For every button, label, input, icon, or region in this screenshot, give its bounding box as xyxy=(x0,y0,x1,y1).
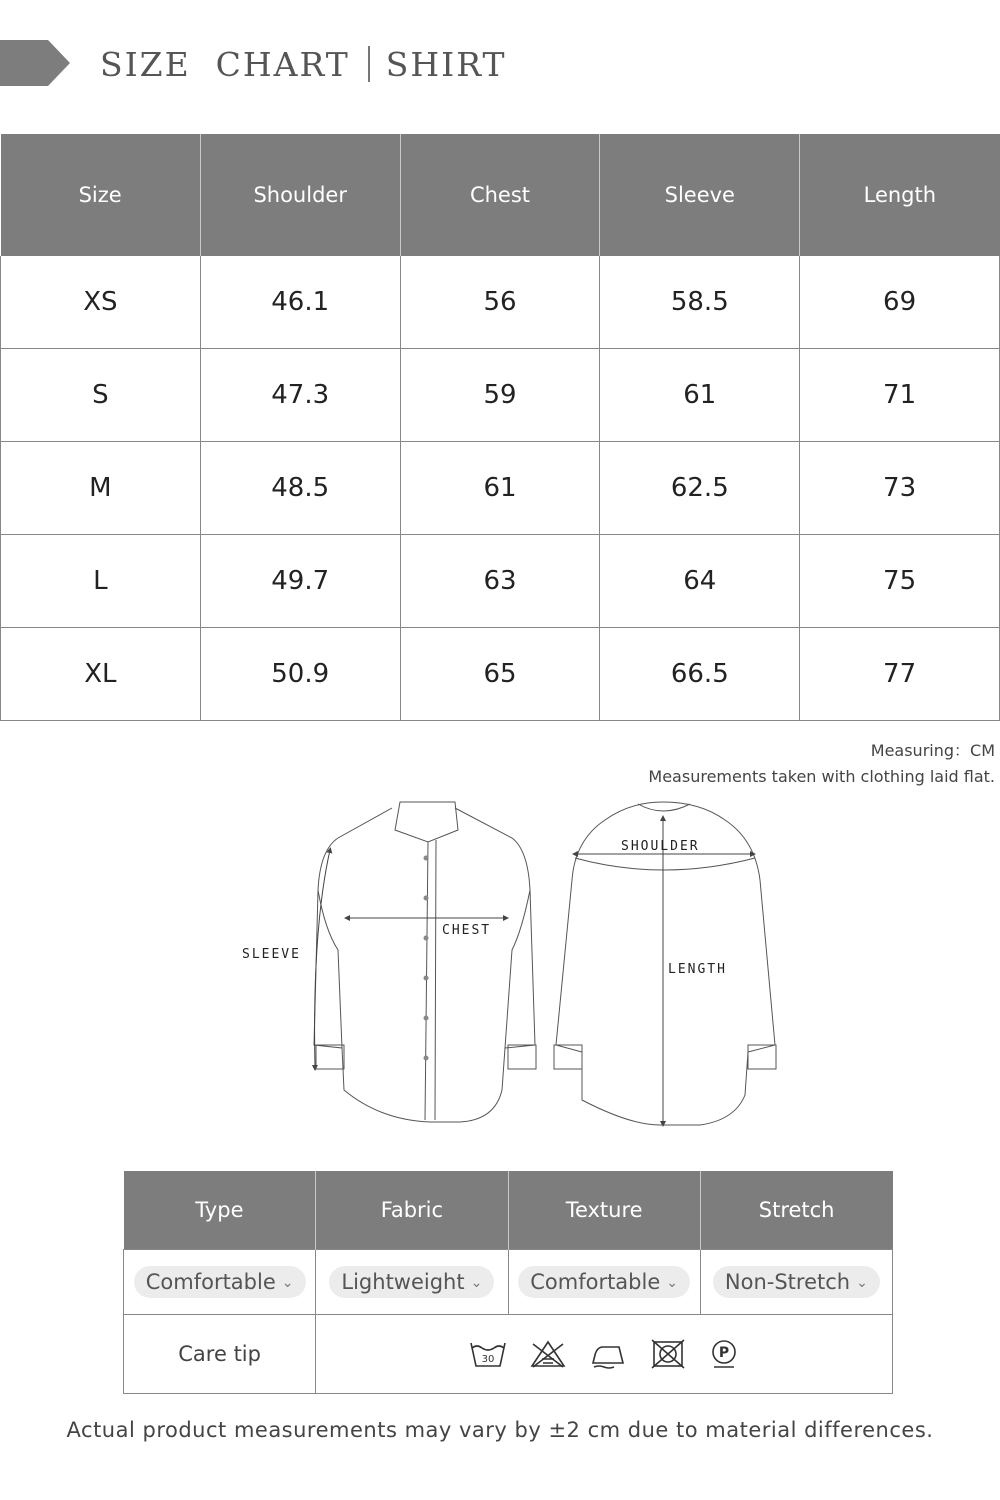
shirt-measurement-diagram xyxy=(230,790,790,1135)
col-header-chest: Chest xyxy=(400,134,600,256)
table-row xyxy=(1,256,1000,349)
table-cell: XS xyxy=(1,256,201,349)
table-cell: 47.3 xyxy=(200,349,400,442)
table-cell: 56 xyxy=(400,256,600,349)
dry-clean-letter: P xyxy=(718,1345,730,1361)
title-divider xyxy=(368,46,370,82)
info-table-header-row xyxy=(124,1171,893,1250)
col-header-fabric: Fabric xyxy=(316,1171,508,1250)
table-cell: 64 xyxy=(600,535,800,628)
table-cell: S xyxy=(1,349,201,442)
care-tip-label: Care tip xyxy=(124,1315,316,1394)
diagram-label-shoulder: SHOULDER xyxy=(621,839,700,854)
no-bleach-icon xyxy=(529,1339,567,1369)
measure-method-note: Measurements taken with clothing laid flat. xyxy=(648,767,995,786)
table-cell xyxy=(316,1250,508,1315)
table-cell: XL xyxy=(1,628,201,721)
wash-30-icon xyxy=(469,1339,507,1369)
stretch-select[interactable] xyxy=(713,1266,880,1298)
table-row xyxy=(1,628,1000,721)
table-cell: 59 xyxy=(400,349,600,442)
table-cell: 49.7 xyxy=(200,535,400,628)
col-header-stretch: Stretch xyxy=(700,1171,892,1250)
care-row xyxy=(124,1315,893,1394)
fabric-select[interactable] xyxy=(329,1266,494,1298)
table-cell: 63 xyxy=(400,535,600,628)
col-header-type: Type xyxy=(124,1171,316,1250)
table-cell: 66.5 xyxy=(600,628,800,721)
table-cell: 61 xyxy=(400,442,600,535)
table-cell: 65 xyxy=(400,628,600,721)
care-icons-cell xyxy=(316,1315,893,1394)
chevron-down-icon: ⌄ xyxy=(666,1275,678,1291)
table-cell: 46.1 xyxy=(200,256,400,349)
title-sub: SHIRT xyxy=(385,44,507,84)
type-value: Comfortable xyxy=(145,1270,276,1294)
stretch-value: Non-Stretch xyxy=(724,1270,851,1294)
type-select[interactable] xyxy=(134,1266,306,1298)
page-title xyxy=(100,44,506,84)
no-tumble-dry-icon xyxy=(649,1339,687,1369)
col-header-size: Size xyxy=(1,134,201,256)
fabric-info-table xyxy=(123,1171,893,1394)
chevron-down-icon: ⌄ xyxy=(856,1275,868,1291)
table-cell: 61 xyxy=(600,349,800,442)
table-cell: 77 xyxy=(800,628,1000,721)
shirt-front-illustration xyxy=(314,802,536,1122)
title-main: SIZE CHART xyxy=(100,44,350,84)
col-header-texture: Texture xyxy=(508,1171,700,1250)
table-cell: 75 xyxy=(800,535,1000,628)
col-header-sleeve: Sleeve xyxy=(600,134,800,256)
table-cell: 71 xyxy=(800,349,1000,442)
title-arrow-icon xyxy=(0,40,70,86)
table-row xyxy=(1,535,1000,628)
table-cell: 62.5 xyxy=(600,442,800,535)
texture-value: Comfortable xyxy=(530,1270,661,1294)
wash-temp-label: 30 xyxy=(481,1354,495,1365)
chevron-down-icon: ⌄ xyxy=(281,1275,294,1291)
texture-select[interactable] xyxy=(518,1266,690,1298)
table-row xyxy=(1,349,1000,442)
fabric-value: Lightweight xyxy=(341,1270,465,1294)
table-cell: 48.5 xyxy=(200,442,400,535)
table-cell xyxy=(124,1250,316,1315)
table-cell: L xyxy=(1,535,201,628)
dry-clean-p-icon xyxy=(709,1339,739,1369)
low-iron-icon xyxy=(589,1339,627,1369)
chevron-down-icon: ⌄ xyxy=(470,1275,483,1291)
diagram-label-chest: CHEST xyxy=(442,923,492,938)
table-cell: 50.9 xyxy=(200,628,400,721)
col-header-length: Length xyxy=(800,134,1000,256)
col-header-shoulder: Shoulder xyxy=(200,134,400,256)
table-cell: 73 xyxy=(800,442,1000,535)
attribute-row xyxy=(124,1250,893,1315)
diagram-label-length: LENGTH xyxy=(668,962,727,977)
table-cell: 58.5 xyxy=(600,256,800,349)
diagram-label-sleeve: SLEEVE xyxy=(242,947,301,962)
footer-disclaimer: Actual product measurements may vary by ±2 cm due to material differences. xyxy=(66,1418,934,1442)
table-cell: M xyxy=(1,442,201,535)
table-row xyxy=(1,442,1000,535)
unit-note: Measuring：CM xyxy=(870,741,995,760)
size-chart-table xyxy=(0,134,1000,721)
size-table-header-row xyxy=(1,134,1000,256)
table-cell xyxy=(508,1250,700,1315)
table-cell: 69 xyxy=(800,256,1000,349)
table-cell xyxy=(700,1250,892,1315)
